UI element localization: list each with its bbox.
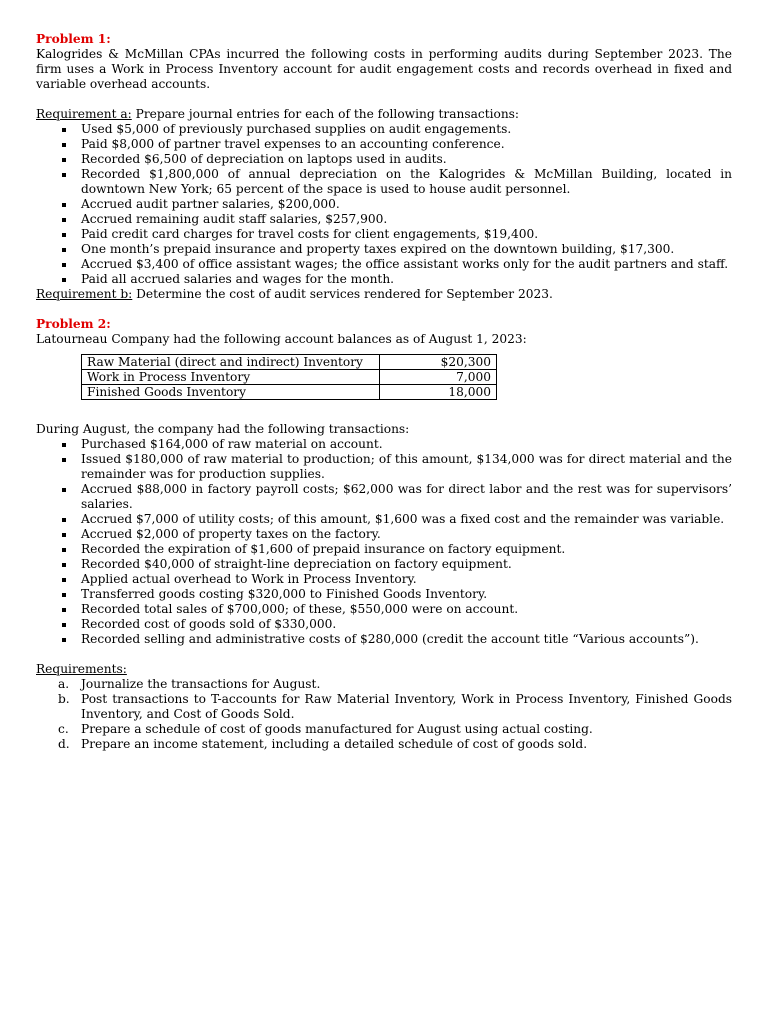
- list-item: Recorded $6,500 of depreciation on laptops used in audits.: [36, 152, 732, 167]
- account-cell: Raw Material (direct and indirect) Inventory: [82, 355, 380, 370]
- list-item: Paid all accrued salaries and wages for the month.: [36, 272, 732, 287]
- list-item: Used $5,000 of previously purchased supplies on audit engagements.: [36, 122, 732, 137]
- table-row: [82, 370, 497, 385]
- requirement-text: Post transactions to T-accounts for Raw Material Inventory, Work in Process Inventory, Finished Goods Inventory, and Cost of Goods Sold.: [81, 692, 732, 721]
- requirement-text: Journalize the transactions for August.: [81, 677, 321, 691]
- spacer: [36, 407, 732, 422]
- account-cell: Finished Goods Inventory: [82, 385, 380, 400]
- list-marker: a.: [58, 677, 70, 691]
- problem1-transaction-list: [36, 122, 732, 287]
- problem2-during: During August, the company had the following transactions:: [36, 422, 410, 436]
- list-marker: c.: [58, 722, 69, 736]
- account-cell: Work in Process Inventory: [82, 370, 380, 385]
- list-item: Transferred goods costing $320,000 to Finished Goods Inventory.: [36, 587, 732, 602]
- list-item: [36, 737, 732, 752]
- problem2-heading: Problem 2:: [36, 317, 111, 331]
- problem2-requirements-heading: [36, 662, 732, 677]
- amount-cell: $20,300: [380, 355, 497, 370]
- problem2-requirements-list: [36, 677, 732, 752]
- amount-cell: 7,000: [380, 370, 497, 385]
- requirement-b-text: Determine the cost of audit services rendered for September 2023.: [132, 287, 553, 301]
- list-marker: d.: [58, 737, 70, 751]
- list-item: Accrued remaining audit staff salaries, $257,900.: [36, 212, 732, 227]
- problem1-requirement-b: [36, 287, 732, 302]
- list-item: Applied actual overhead to Work in Process Inventory.: [36, 572, 732, 587]
- requirement-text: Prepare a schedule of cost of goods manufactured for August using actual costing.: [81, 722, 593, 736]
- requirement-a-text: Prepare journal entries for each of the following transactions:: [131, 107, 520, 121]
- problem1-requirement-a: [36, 107, 732, 122]
- list-item: Accrued audit partner salaries, $200,000.: [36, 197, 732, 212]
- document-page: [36, 32, 732, 752]
- list-item: Recorded $1,800,000 of annual depreciation on the Kalogrides & McMillan Building, located in downtown New York; 65 percent of the space is used to house audit personnel.: [36, 167, 732, 197]
- list-item: [36, 677, 732, 692]
- problem1-heading: Problem 1:: [36, 32, 111, 46]
- list-item: Recorded cost of goods sold of $330,000.: [36, 617, 732, 632]
- spacer: [36, 647, 732, 662]
- spacer: [36, 302, 732, 317]
- list-item: Accrued $88,000 in factory payroll costs; $62,000 was for direct labor and the rest was for supervisors’ salaries.: [36, 482, 732, 512]
- problem2-transaction-list: [36, 437, 732, 647]
- list-marker: b.: [58, 692, 70, 706]
- table-row: [82, 385, 497, 400]
- requirement-a-label: Requirement a:: [36, 107, 132, 121]
- amount-cell: 18,000: [380, 385, 497, 400]
- list-item: Paid credit card charges for travel costs for client engagements, $19,400.: [36, 227, 732, 242]
- problem1-intro: Kalogrides & McMillan CPAs incurred the following costs in performing audits during September 2023. The firm uses a Work in Process Inventory account for audit engagement costs and records overhead in fixed and variable overhead accounts.: [36, 47, 732, 91]
- requirement-b-label: Requirement b:: [36, 287, 133, 301]
- requirement-text: Prepare an income statement, including a detailed schedule of cost of goods sold.: [81, 737, 588, 751]
- problem2-intro: Latourneau Company had the following account balances as of August 1, 2023:: [36, 332, 527, 346]
- requirements-label: Requirements:: [36, 662, 127, 676]
- list-item: Recorded selling and administrative costs of $280,000 (credit the account title “Various accounts”).: [36, 632, 732, 647]
- list-item: Accrued $2,000 of property taxes on the factory.: [36, 527, 732, 542]
- list-item: [36, 692, 732, 722]
- list-item: Accrued $7,000 of utility costs; of this amount, $1,600 was a fixed cost and the remainder was variable.: [36, 512, 732, 527]
- table-row: [82, 355, 497, 370]
- list-item: One month’s prepaid insurance and property taxes expired on the downtown building, $17,300.: [36, 242, 732, 257]
- list-item: Recorded total sales of $700,000; of these, $550,000 were on account.: [36, 602, 732, 617]
- balance-table: [81, 354, 497, 400]
- list-item: Purchased $164,000 of raw material on account.: [36, 437, 732, 452]
- list-item: Recorded $40,000 of straight-line depreciation on factory equipment.: [36, 557, 732, 572]
- list-item: Accrued $3,400 of office assistant wages; the office assistant works only for the audit partners and staff.: [36, 257, 732, 272]
- list-item: Issued $180,000 of raw material to production; of this amount, $134,000 was for direct material and the remainder was for production supplies.: [36, 452, 732, 482]
- list-item: Paid $8,000 of partner travel expenses to an accounting conference.: [36, 137, 732, 152]
- list-item: Recorded the expiration of $1,600 of prepaid insurance on factory equipment.: [36, 542, 732, 557]
- spacer: [36, 92, 732, 107]
- list-item: [36, 722, 732, 737]
